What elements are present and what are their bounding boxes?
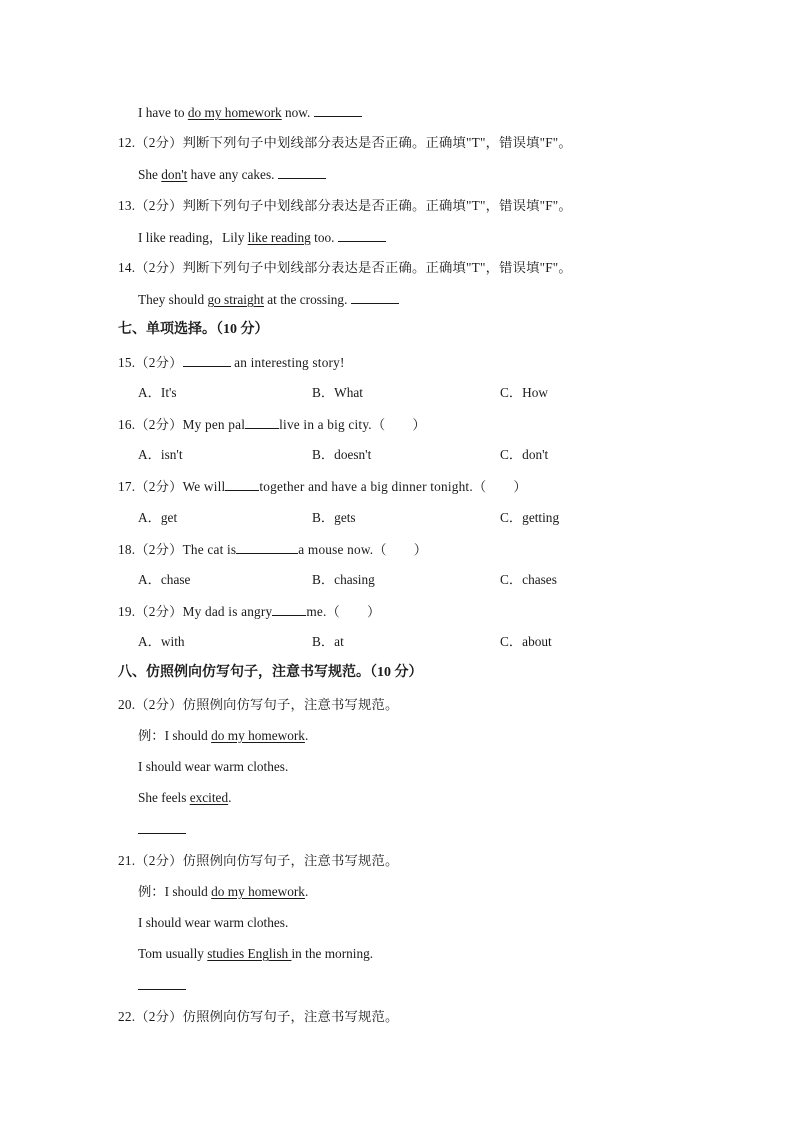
underlined-phrase: do my homework bbox=[211, 884, 305, 899]
question-score: （2分） bbox=[135, 198, 183, 213]
model-sentence: I should wear warm clothes. bbox=[138, 915, 289, 930]
question-text: 判断下列句子中划线部分表达是否正确。正确填"T"，错误填"F"。 bbox=[182, 260, 572, 275]
option-b[interactable]: B．gets bbox=[312, 510, 356, 525]
answer-blank[interactable] bbox=[138, 821, 186, 834]
option-b[interactable]: B．What bbox=[312, 385, 363, 400]
sentence-line-14 bbox=[138, 291, 399, 308]
answer-line[interactable] bbox=[138, 977, 186, 994]
text: 例：I should bbox=[138, 728, 212, 743]
question-number: 21. bbox=[118, 853, 136, 868]
prompt-sentence bbox=[138, 946, 373, 962]
sentence-line-12 bbox=[138, 166, 326, 183]
question-number: 16. bbox=[118, 417, 136, 432]
question-score: （2分） bbox=[135, 697, 183, 712]
question-number: 17. bbox=[118, 479, 136, 494]
sentence-line-11 bbox=[138, 104, 362, 121]
prompt-sentence bbox=[138, 790, 231, 806]
option-c[interactable]: C．don't bbox=[500, 447, 549, 462]
question-16 bbox=[118, 416, 426, 433]
question-text: me.（ ） bbox=[306, 604, 381, 619]
text: They should bbox=[138, 292, 208, 307]
text: . bbox=[228, 790, 232, 805]
question-13 bbox=[118, 198, 572, 214]
option-c[interactable]: C．How bbox=[500, 385, 549, 400]
text: at the crossing. bbox=[263, 292, 351, 307]
question-score: （2分） bbox=[135, 479, 183, 494]
text: I have to bbox=[138, 105, 188, 120]
question-19 bbox=[118, 603, 381, 620]
text: 例：I should bbox=[138, 884, 212, 899]
answer-blank[interactable] bbox=[338, 229, 386, 242]
example-line bbox=[138, 884, 308, 900]
text: . bbox=[304, 728, 309, 743]
underlined-phrase: go straight bbox=[207, 292, 264, 307]
text: too. bbox=[310, 230, 338, 245]
example-line bbox=[138, 728, 308, 744]
question-20 bbox=[118, 697, 399, 713]
question-number: 19. bbox=[118, 604, 136, 619]
text: She feels bbox=[138, 790, 190, 805]
question-text: The cat is bbox=[182, 542, 237, 557]
question-text: My pen pal bbox=[182, 417, 246, 432]
question-number: 18. bbox=[118, 542, 136, 557]
answer-blank[interactable] bbox=[278, 166, 326, 179]
section-heading-7: 七、单项选择。（10 分） bbox=[118, 322, 269, 337]
question-number: 12. bbox=[118, 135, 136, 150]
answer-blank[interactable] bbox=[351, 291, 399, 304]
question-text: 仿照例向仿写句子，注意书写规范。 bbox=[182, 697, 399, 712]
option-a[interactable]: A．get bbox=[138, 510, 178, 525]
question-text: 判断下列句子中划线部分表达是否正确。正确填"T"，错误填"F"。 bbox=[182, 135, 572, 150]
question-number: 13. bbox=[118, 198, 136, 213]
answer-blank[interactable] bbox=[236, 541, 298, 554]
question-text: 判断下列句子中划线部分表达是否正确。正确填"T"，错误填"F"。 bbox=[182, 198, 572, 213]
option-b[interactable]: B．doesn't bbox=[312, 447, 372, 462]
question-12 bbox=[118, 135, 572, 151]
text: . bbox=[304, 884, 309, 899]
answer-blank[interactable] bbox=[138, 977, 186, 990]
option-b[interactable]: B．at bbox=[312, 634, 344, 649]
text: She bbox=[138, 167, 162, 182]
option-c[interactable]: C．chases bbox=[500, 572, 557, 587]
option-a[interactable]: A．It's bbox=[138, 385, 177, 400]
question-22 bbox=[118, 1009, 399, 1025]
question-number: 15. bbox=[118, 355, 136, 370]
question-text: 仿照例向仿写句子，注意书写规范。 bbox=[182, 1009, 399, 1024]
question-text: 仿照例向仿写句子，注意书写规范。 bbox=[182, 853, 399, 868]
section-heading-8: 八、仿照例向仿写句子，注意书写规范。（10 分） bbox=[118, 665, 423, 680]
underlined-phrase: excited bbox=[189, 790, 229, 805]
underlined-phrase: don't bbox=[161, 167, 188, 182]
question-score: （2分） bbox=[135, 542, 183, 557]
question-14 bbox=[118, 260, 572, 276]
underlined-phrase: like reading bbox=[247, 230, 311, 245]
text: Tom usually bbox=[138, 946, 208, 961]
question-text: a mouse now.（ ） bbox=[298, 542, 428, 557]
question-15 bbox=[118, 354, 345, 371]
question-number: 20. bbox=[118, 697, 136, 712]
answer-blank[interactable] bbox=[225, 478, 259, 491]
answer-line[interactable] bbox=[138, 821, 186, 838]
question-score: （2分） bbox=[135, 355, 183, 370]
question-text: live in a big city.（ ） bbox=[279, 417, 426, 432]
text: in the morning. bbox=[291, 946, 374, 961]
option-c[interactable]: C．getting bbox=[500, 510, 560, 525]
question-18 bbox=[118, 541, 427, 558]
option-c[interactable]: C．about bbox=[500, 634, 552, 649]
question-score: （2分） bbox=[135, 135, 183, 150]
answer-blank[interactable] bbox=[314, 104, 362, 117]
question-score: （2分） bbox=[135, 260, 183, 275]
underlined-phrase: studies English bbox=[207, 946, 292, 961]
option-a[interactable]: A．with bbox=[138, 634, 185, 649]
question-17 bbox=[118, 478, 527, 495]
option-a[interactable]: A．isn't bbox=[138, 447, 183, 462]
answer-blank[interactable] bbox=[245, 416, 279, 429]
question-21 bbox=[118, 853, 399, 869]
question-score: （2分） bbox=[135, 604, 183, 619]
model-sentence: I should wear warm clothes. bbox=[138, 759, 289, 774]
underlined-phrase: do my homework bbox=[187, 105, 282, 120]
option-b[interactable]: B．chasing bbox=[312, 572, 375, 587]
question-number: 22. bbox=[118, 1009, 136, 1024]
underlined-phrase: do my homework bbox=[211, 728, 305, 743]
question-score: （2分） bbox=[135, 417, 183, 432]
option-a[interactable]: A．chase bbox=[138, 572, 191, 587]
question-number: 14. bbox=[118, 260, 136, 275]
question-text: an interesting story! bbox=[230, 355, 345, 370]
question-text: My dad is angry bbox=[182, 604, 273, 619]
question-score: （2分） bbox=[135, 853, 183, 868]
text: now. bbox=[281, 105, 314, 120]
question-text: We will bbox=[182, 479, 226, 494]
sentence-line-13 bbox=[138, 229, 386, 246]
answer-blank[interactable] bbox=[272, 603, 306, 616]
text: have any cakes. bbox=[187, 167, 278, 182]
answer-blank[interactable] bbox=[183, 354, 231, 367]
text: I like reading，Lily bbox=[138, 230, 248, 245]
question-score: （2分） bbox=[135, 1009, 183, 1024]
question-text: together and have a big dinner tonight.（ ） bbox=[259, 479, 527, 494]
